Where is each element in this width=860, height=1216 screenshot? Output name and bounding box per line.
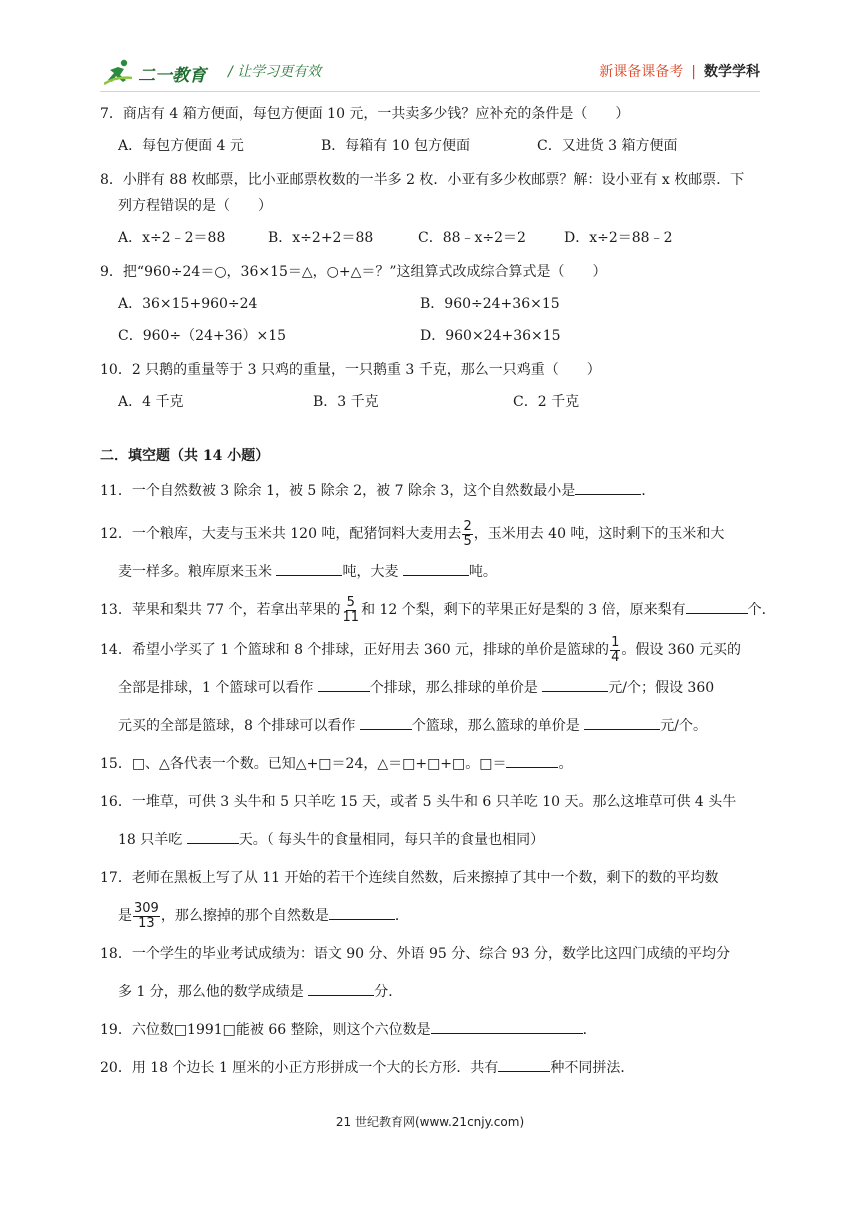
q13-end: 个． <box>747 602 776 618</box>
answer-blank[interactable] <box>360 715 412 730</box>
q19-text: 19．六位数□1991□能被 66 整除，则这个六位数是 <box>100 1022 431 1038</box>
question-20 <box>100 1051 765 1085</box>
answer-blank[interactable] <box>187 829 239 844</box>
q15-end: 。 <box>558 756 573 772</box>
fraction <box>610 636 620 665</box>
question-8-line2: 列方程错误的是（ ） <box>118 198 272 214</box>
option-c: C．2 千克 <box>513 394 580 410</box>
q17-l2a: 是 <box>118 908 132 924</box>
question-19 <box>100 1013 765 1047</box>
q13-text: 13．苹果和梨共 77 个，若拿出苹果的 <box>100 602 341 618</box>
fraction-denominator: 5 <box>463 533 472 549</box>
option-d: D．x÷2＝88﹣2 <box>564 230 673 246</box>
question-9-options-row2 <box>100 326 765 346</box>
answer-blank[interactable] <box>498 1057 550 1072</box>
fraction-denominator: 13 <box>138 915 155 931</box>
q15-text: 15．□、△各代表一个数。已知△+□＝24，△＝□+□+□。□＝ <box>100 756 507 772</box>
question-7: 7．商店有 4 箱方便面，每包方便面 10 元，一共卖多少钱？应补充的条件是（ ） <box>100 106 630 122</box>
option-b: B．960÷24+36×15 <box>420 296 560 312</box>
q16-l2b: 天。（ 每头牛的食量相同，每只羊的食量也相同） <box>238 832 545 848</box>
header-right <box>599 61 760 81</box>
fraction-numerator: 1 <box>611 634 620 650</box>
fraction <box>342 596 361 625</box>
option-b: B．x÷2+2＝88 <box>268 230 374 246</box>
answer-blank[interactable] <box>506 753 558 768</box>
page-footer: 21 世纪教育网(www.21cnjy.com) <box>335 1115 525 1129</box>
question-14-line1 <box>100 633 765 667</box>
question-9-options-row1 <box>100 294 765 314</box>
answer-blank[interactable] <box>542 677 608 692</box>
q16-l2a: 18 只羊吃 <box>118 832 187 848</box>
q14-l2c: 元/个；假设 360 <box>608 680 715 696</box>
option-a: A．x÷2﹣2＝88 <box>118 230 226 246</box>
q14-text-cont: 。假设 360 元买的 <box>621 642 741 658</box>
q20-end: 种不同拼法． <box>550 1060 635 1076</box>
question-16-line1: 16．一堆草，可供 3 头牛和 5 只羊吃 15 天，或者 5 头牛和 6 只羊吃 10 天。那么这堆草可供 4 头牛 <box>100 794 737 810</box>
logo-text: 二一教育 <box>138 66 206 86</box>
q18-l2b: 分． <box>374 984 403 1000</box>
page-header <box>100 52 760 92</box>
answer-blank[interactable] <box>308 981 374 996</box>
question-7-options <box>100 136 765 156</box>
q17-l2c: ． <box>394 908 409 924</box>
fraction <box>462 520 472 549</box>
q19-end: ． <box>582 1022 597 1038</box>
exam-content <box>100 104 776 1089</box>
option-c: C．88﹣x÷2＝2 <box>418 230 526 246</box>
question-18-line1: 18．一个学生的毕业考试成绩为：语文 90 分、外语 95 分、综合 93 分，数学比这四门成绩的平均分 <box>100 946 730 962</box>
question-16-line2 <box>100 823 765 857</box>
question-8-options <box>100 228 765 248</box>
question-14-line2 <box>100 671 765 705</box>
header-subject-label: 数学学科 <box>704 64 760 80</box>
q14-l3a: 元买的全部是篮球，8 个排球可以看作 <box>118 718 360 734</box>
q14-l2a: 全部是排球，1 个篮球可以看作 <box>118 680 318 696</box>
q12-line2-a: 麦一样多。粮库原来玉米 <box>118 564 277 580</box>
question-10-options <box>100 392 765 412</box>
question-11 <box>100 480 765 501</box>
q11-end: ． <box>641 483 656 499</box>
q18-l2a: 多 1 分，那么他的数学成绩是 <box>118 984 309 1000</box>
question-17-line2 <box>100 899 765 933</box>
answer-blank[interactable] <box>403 561 469 576</box>
answer-blank[interactable] <box>276 561 342 576</box>
question-15 <box>100 747 765 781</box>
option-a: A．4 千克 <box>118 394 184 410</box>
question-18-line2 <box>100 975 765 1009</box>
option-c: C．960÷（24+36）×15 <box>118 328 287 344</box>
option-d: D．960×24+36×15 <box>420 328 561 344</box>
question-13 <box>100 593 776 627</box>
q12-line2-b: 吨，大麦 <box>342 564 403 580</box>
fraction-numerator: 5 <box>346 594 355 610</box>
option-b: B．3 千克 <box>313 394 379 410</box>
section-title: 二．填空题（共 14 小题） <box>100 448 270 464</box>
answer-blank[interactable] <box>584 715 660 730</box>
q14-l3b: 个篮球，那么篮球的单价是 <box>411 718 585 734</box>
runner-logo-icon <box>104 58 134 86</box>
question-9: 9．把“960÷24＝○，36×15＝△，○+△＝？”这组算式改成综合算式是（ ） <box>100 264 607 280</box>
fraction-numerator: 2 <box>463 518 472 534</box>
header-divider <box>100 91 760 92</box>
answer-blank[interactable] <box>431 1019 583 1034</box>
answer-blank[interactable] <box>318 677 370 692</box>
question-10: 10．2 只鹅的重量等于 3 只鸡的重量，一只鹅重 3 千克，那么一只鸡重（ ） <box>100 362 601 378</box>
header-separator: | <box>691 64 696 80</box>
q17-l2b: ，那么擦掉的那个自然数是 <box>160 908 329 924</box>
q14-text: 14．希望小学买了 1 个篮球和 8 个排球，正好用去 360 元，排球的单价是篮球的 <box>100 642 610 658</box>
q12-text: 12．一个粮库，大麦与玉米共 120 吨，配猪饲料大麦用去 <box>100 526 462 542</box>
answer-blank[interactable] <box>575 480 641 495</box>
option-a: A．36×15+960÷24 <box>118 296 258 312</box>
fraction-denominator: 4 <box>611 649 620 665</box>
question-17-line1: 17．老师在黑板上写了从 11 开始的若干个连续自然数，后来擦掉了其中一个数，剩下的数的平均数 <box>100 870 719 886</box>
q14-l2b: 个排球，那么排球的单价是 <box>369 680 543 696</box>
question-12-line1 <box>100 517 765 551</box>
q20-text: 20．用 18 个边长 1 厘米的小正方形拼成一个大的长方形．共有 <box>100 1060 499 1076</box>
q14-l3c: 元/个。 <box>660 718 707 734</box>
header-course-label: 新课备课备考 <box>599 64 684 80</box>
q12-text-cont: ，玉米用去 40 吨，这时剩下的玉米和大 <box>473 526 725 542</box>
header-slogan: / 让学习更有效 <box>228 64 322 80</box>
q12-line2-c: 吨。 <box>468 564 497 580</box>
site-logo <box>104 58 216 86</box>
question-12-line2 <box>100 555 765 589</box>
option-c: C．又进货 3 箱方便面 <box>537 138 678 154</box>
answer-blank[interactable] <box>329 905 395 920</box>
question-8-line1: 8．小胖有 88 枚邮票，比小亚邮票枚数的一半多 2 枚．小亚有多少枚邮票？解：设小亚有 x 枚邮票．下 <box>100 172 745 188</box>
q11-text: 11．一个自然数被 3 除余 1，被 5 除余 2，被 7 除余 3，这个自然数最小是 <box>100 483 576 499</box>
fraction-numerator: 309 <box>134 900 159 916</box>
fraction-denominator: 11 <box>342 609 360 625</box>
q13-text-cont: 和 12 个梨，剩下的苹果正好是梨的 3 倍，原来梨有 <box>361 602 686 618</box>
fraction <box>133 902 160 931</box>
question-14-line3 <box>100 709 765 743</box>
answer-blank[interactable] <box>686 599 748 614</box>
option-b: B．每箱有 10 包方便面 <box>321 138 471 154</box>
option-a: A．每包方便面 4 元 <box>118 138 244 154</box>
